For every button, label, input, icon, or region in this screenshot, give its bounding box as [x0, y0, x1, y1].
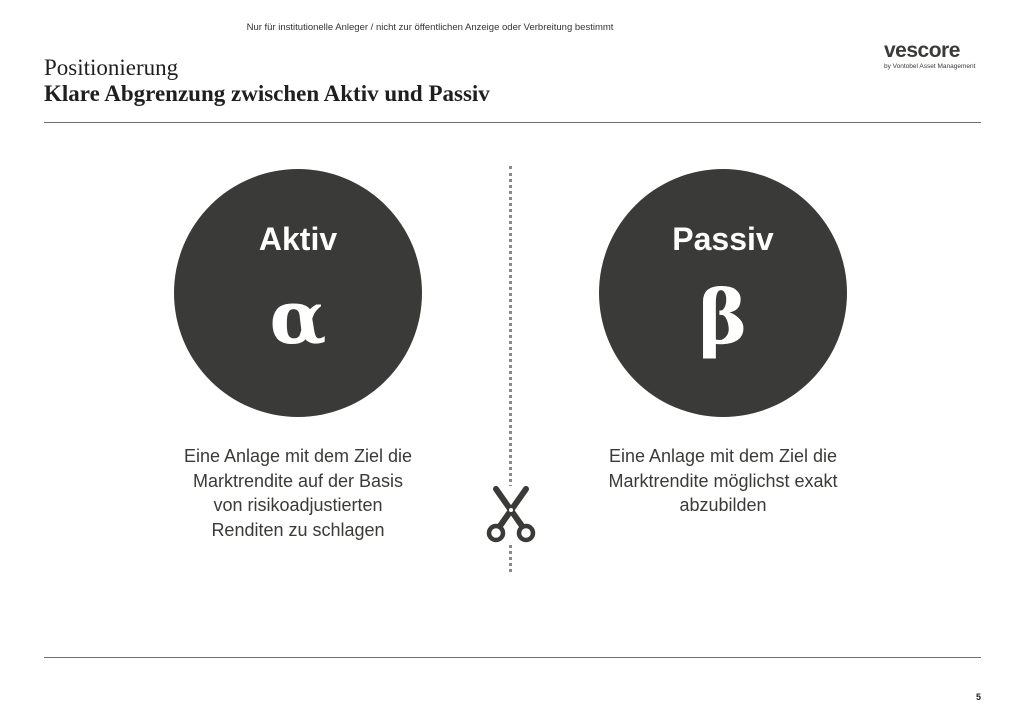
page-number: 5 [975, 692, 981, 702]
footer-rule [44, 657, 981, 658]
page-subtitle: Klare Abgrenzung zwischen Aktiv und Passiv [44, 81, 490, 106]
alpha-symbol: α [269, 275, 327, 361]
aktiv-description: Eine Anlage mit dem Ziel die Marktrendite auf der Basis von risikoadjustierten Renditen zu schlagen [183, 446, 413, 540]
aktiv-label: Aktiv [258, 221, 338, 257]
disclaimer: Nur für institutionelle Anleger / nicht zur öffentlichen Anzeige oder Verbreitung bestimmt [246, 22, 614, 33]
logo-tagline: by Vontobel Asset Management [884, 63, 976, 70]
logo-wordmark: vescore [884, 39, 960, 62]
vescore-logo [884, 40, 982, 70]
page-title: Positionierung [44, 55, 179, 80]
scissors-icon [484, 486, 538, 544]
header-rule [44, 122, 981, 123]
aktiv-circle [174, 169, 422, 417]
beta-symbol: β [698, 275, 748, 361]
passiv-description: Eine Anlage mit dem Ziel die Marktrendite möglichst exakt abzubilden [608, 446, 838, 515]
passiv-label: Passiv [672, 221, 774, 257]
passiv-circle [599, 169, 847, 417]
